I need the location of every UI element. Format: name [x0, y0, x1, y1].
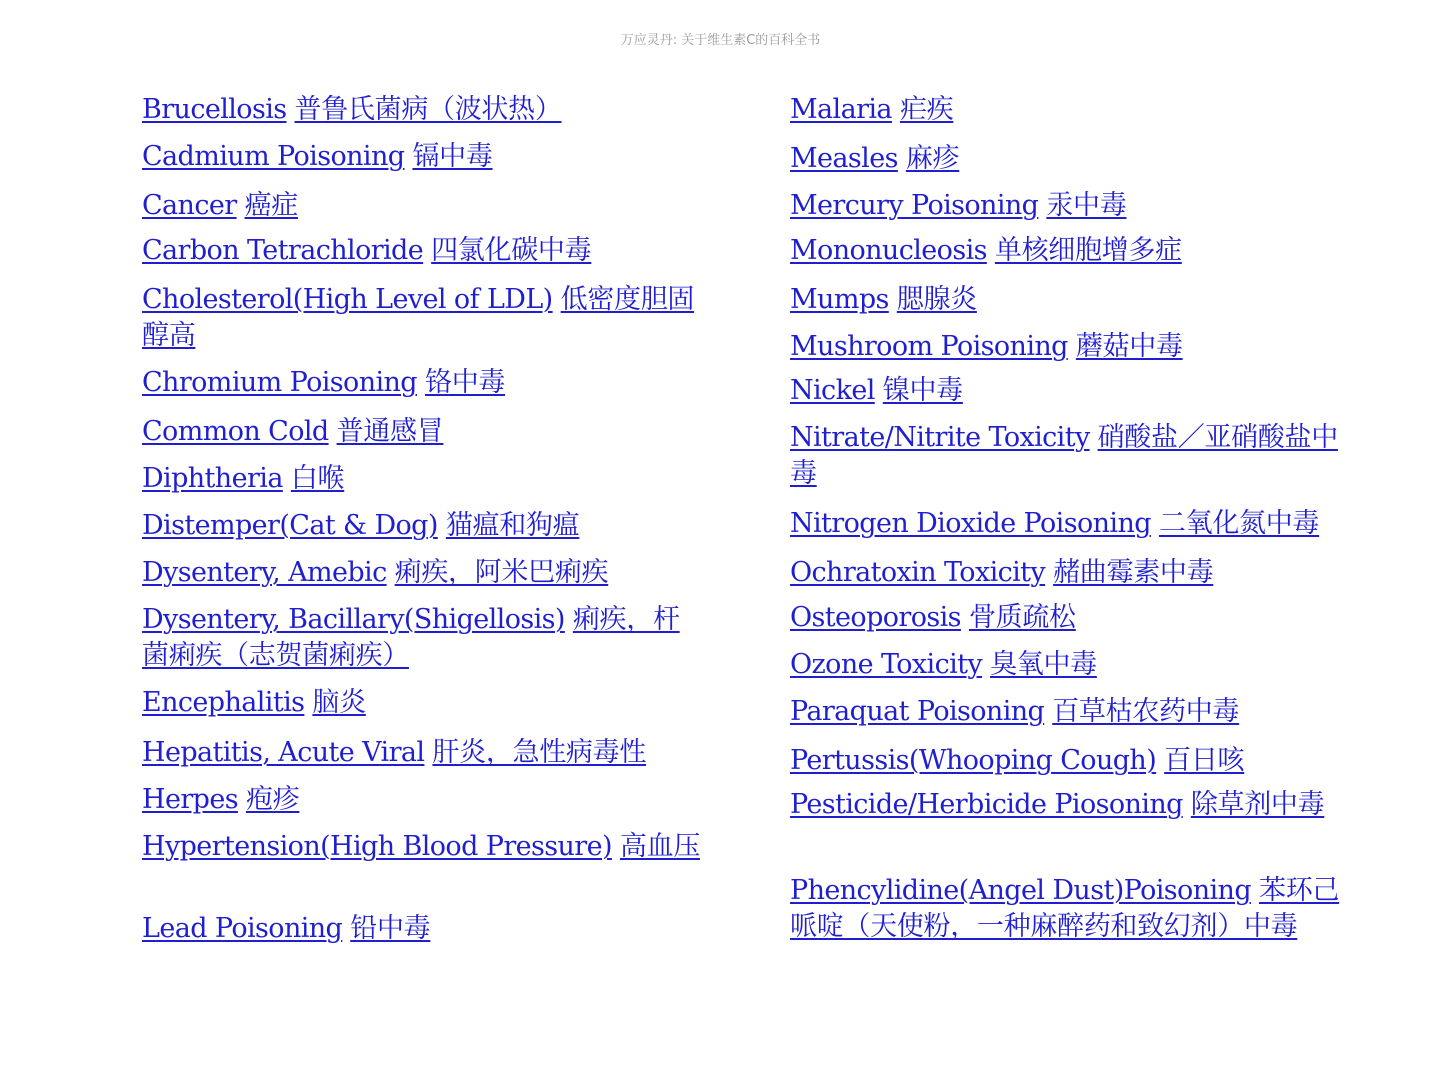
disease-link[interactable]: [142, 365, 702, 401]
disease-link-chinese: 二氧化氮中毒: [1158, 508, 1320, 539]
disease-link-english: Phencylidine(Angel Dust)Poisoning: [790, 875, 1252, 906]
disease-link-chinese: 白喉: [290, 463, 345, 494]
disease-link-english: Cholesterol(High Level of LDL): [142, 284, 553, 315]
disease-link-chinese: 痢疾，阿米巴痢疾: [394, 557, 609, 588]
disease-link-chinese: 疟疾: [899, 94, 954, 125]
disease-link-english: Paraquat Poisoning: [790, 696, 1045, 727]
disease-link-english: Cadmium Poisoning: [142, 141, 405, 172]
disease-link-chinese: 腮腺炎: [896, 284, 977, 315]
disease-link-english: Chromium Poisoning: [142, 367, 417, 398]
disease-link-english: Dysentery, Bacillary(Shigellosis): [142, 604, 565, 635]
disease-link-english: Malaria: [790, 94, 892, 125]
page-header-title: 万应灵丹: 关于维生素C的百科全书: [620, 33, 821, 48]
disease-link-english: Mumps: [790, 284, 889, 315]
disease-link[interactable]: [790, 141, 1350, 177]
disease-link-english: Brucellosis: [142, 94, 287, 125]
disease-link[interactable]: [790, 506, 1350, 542]
disease-link[interactable]: [142, 414, 702, 450]
disease-link[interactable]: [142, 282, 702, 354]
disease-link-english: Ozone Toxicity: [790, 649, 983, 680]
disease-link-chinese: 高血压: [619, 831, 701, 862]
disease-link-english: Lead Poisoning: [142, 913, 343, 944]
disease-link[interactable]: [790, 873, 1350, 945]
disease-link[interactable]: [790, 787, 1350, 823]
disease-link-english: Carbon Tetrachloride: [142, 235, 424, 266]
disease-link[interactable]: [790, 555, 1350, 591]
disease-link-chinese: 镍中毒: [882, 375, 963, 406]
disease-link[interactable]: [790, 600, 1350, 636]
disease-link-chinese: 疱疹: [245, 784, 300, 815]
disease-link-english: Hypertension(High Blood Pressure): [142, 831, 612, 862]
disease-link[interactable]: [790, 420, 1350, 492]
disease-link[interactable]: [790, 92, 1350, 128]
disease-link-english: Herpes: [142, 784, 238, 815]
disease-link-english: Common Cold: [142, 416, 329, 447]
disease-link-chinese: 赭曲霉素中毒: [1053, 557, 1214, 588]
disease-link-english: Cancer: [142, 190, 237, 221]
disease-link[interactable]: [142, 782, 702, 818]
disease-link-english: Osteoporosis: [790, 602, 961, 633]
disease-link-chinese: 普鲁氏菌病（波状热）: [294, 94, 562, 125]
disease-link-chinese: 镉中毒: [412, 141, 493, 172]
disease-link[interactable]: [790, 647, 1350, 683]
disease-link-chinese: 铅中毒: [350, 913, 431, 944]
disease-link-chinese: 肝炎，急性病毒性: [432, 737, 647, 768]
disease-link[interactable]: [142, 735, 702, 771]
disease-link-chinese: 除草剂中毒: [1190, 789, 1325, 820]
disease-link[interactable]: [142, 92, 702, 128]
disease-link-chinese: 痢疾，杆菌痢疾（志贺菌痢疾）: [142, 604, 680, 671]
disease-link[interactable]: [142, 461, 702, 497]
disease-link[interactable]: [142, 139, 702, 175]
disease-link[interactable]: [790, 743, 1350, 779]
disease-link-chinese: 苯环己哌啶（天使粉，一种麻醉药和致幻剂）中毒: [790, 875, 1340, 942]
disease-link-chinese: 蘑菇中毒: [1075, 331, 1183, 362]
disease-link-english: Ochratoxin Toxicity: [790, 557, 1046, 588]
disease-link[interactable]: [142, 685, 702, 721]
disease-link-english: Nitrate/Nitrite Toxicity: [790, 422, 1090, 453]
disease-link-english: Diphtheria: [142, 463, 283, 494]
disease-link-english: Hepatitis, Acute Viral: [142, 737, 425, 768]
disease-link[interactable]: [142, 508, 702, 544]
disease-link-chinese: 低密度胆固醇高: [142, 284, 695, 351]
disease-link-chinese: 骨质疏松: [968, 602, 1076, 633]
disease-link[interactable]: [790, 233, 1350, 269]
disease-link-chinese: 百日咳: [1164, 745, 1245, 776]
disease-link[interactable]: [142, 602, 702, 674]
disease-link-chinese: 麻疹: [905, 143, 960, 174]
disease-link[interactable]: [790, 282, 1350, 318]
disease-link-english: Measles: [790, 143, 898, 174]
disease-link[interactable]: [142, 911, 702, 947]
disease-link-english: Pesticide/Herbicide Piosoning: [790, 789, 1183, 820]
disease-link[interactable]: [790, 373, 1350, 409]
disease-link-english: Dysentery, Amebic: [142, 557, 387, 588]
disease-link-chinese: 铬中毒: [425, 367, 506, 398]
disease-link[interactable]: [790, 694, 1350, 730]
disease-link-chinese: 普通感冒: [336, 416, 444, 447]
disease-link-english: Pertussis(Whooping Cough): [790, 745, 1157, 776]
disease-link-chinese: 百草枯农药中毒: [1052, 696, 1240, 727]
disease-link-english: Encephalitis: [142, 687, 305, 718]
disease-link-chinese: 脑炎: [312, 687, 366, 718]
disease-link[interactable]: [142, 555, 702, 591]
disease-link[interactable]: [142, 829, 702, 865]
disease-link-chinese: 猫瘟和狗瘟: [445, 510, 580, 541]
disease-link-english: Mushroom Poisoning: [790, 331, 1068, 362]
disease-link-english: Nickel: [790, 375, 875, 406]
disease-link-chinese: 癌症: [244, 190, 298, 221]
disease-link-chinese: 硝酸盐／亚硝酸盐中毒: [790, 422, 1338, 489]
disease-link-chinese: 单核细胞增多症: [994, 235, 1182, 266]
disease-link-english: Mercury Poisoning: [790, 190, 1039, 221]
disease-link[interactable]: [790, 329, 1350, 365]
disease-link-chinese: 臭氧中毒: [990, 649, 1097, 680]
disease-link[interactable]: [790, 188, 1350, 224]
disease-link-chinese: 汞中毒: [1046, 190, 1127, 221]
disease-link-english: Nitrogen Dioxide Poisoning: [790, 508, 1151, 539]
disease-link[interactable]: [142, 188, 702, 224]
disease-link-english: Mononucleosis: [790, 235, 987, 266]
disease-link-english: Distemper(Cat & Dog): [142, 510, 438, 541]
disease-link-chinese: 四氯化碳中毒: [431, 235, 592, 266]
disease-link[interactable]: [142, 233, 702, 269]
